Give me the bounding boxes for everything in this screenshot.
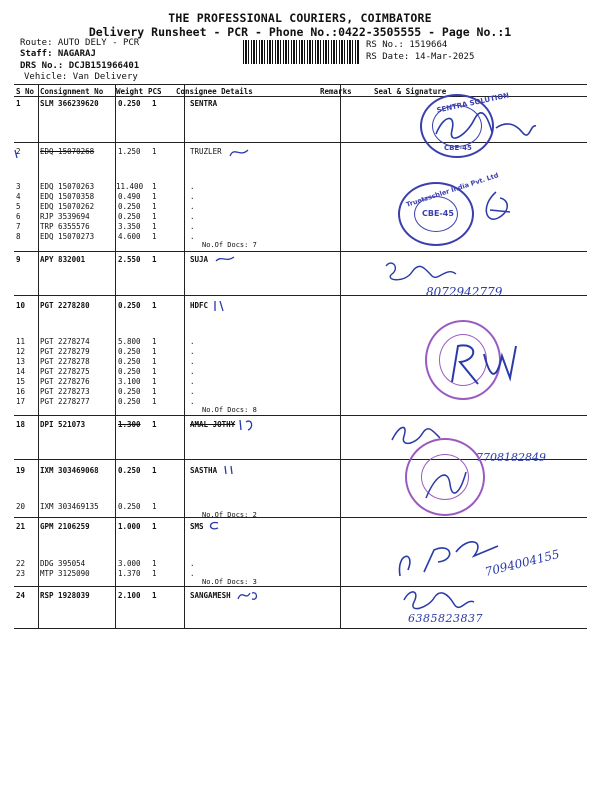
row-sno: 8 — [16, 232, 21, 241]
row-pcs: 1 — [152, 192, 157, 201]
row-consignee: . — [190, 232, 195, 241]
row-pcs: 1 — [152, 397, 157, 406]
row-weight: 0.250 — [118, 466, 141, 475]
row-weight: 2.550 — [118, 255, 141, 264]
row-consignee: SUJA — [190, 255, 209, 264]
row-weight: 3.100 — [118, 377, 141, 386]
row-pcs: 1 — [152, 522, 157, 531]
row-consignment: RSP 1928039 — [40, 591, 90, 600]
drs-label: DRS No.: DCJB151966401 — [20, 61, 140, 71]
row-sno: 14 — [16, 367, 26, 376]
column-divider — [340, 84, 341, 628]
col-weight: Weight — [116, 87, 144, 96]
row-weight: 0.250 — [118, 502, 141, 511]
row-consignment: EDQ 15070273 — [40, 232, 95, 241]
row-pcs: 1 — [152, 147, 157, 156]
docs-count: No.Of Docs: 7 — [202, 241, 257, 249]
row-consignment: EDQ 15070262 — [40, 202, 95, 211]
row-consignment: DDG 395054 — [40, 559, 86, 568]
group-divider — [14, 251, 587, 252]
row-sno: 3 — [16, 182, 21, 191]
row-weight: 0.250 — [118, 212, 141, 221]
col-seal-signature: Seal & Signature — [374, 87, 447, 96]
docs-count: No.Of Docs: 2 — [202, 511, 257, 519]
row-pcs: 1 — [152, 212, 157, 221]
docs-count: No.Of Docs: 3 — [202, 578, 257, 586]
row-weight: 0.490 — [118, 192, 141, 201]
row-consignee: . — [190, 222, 195, 231]
group-divider — [14, 517, 587, 518]
row-pcs: 1 — [152, 591, 157, 600]
row-consignee: HDFC — [190, 301, 209, 310]
row-consignment: EDQ 15070358 — [40, 192, 95, 201]
row-consignee: SMS — [190, 522, 204, 531]
handwritten-mark — [222, 464, 238, 476]
row-consignee: . — [190, 377, 195, 386]
staff-label: Staff: NAGARAJ — [20, 49, 96, 59]
phone-sms: 7094004155 — [483, 546, 561, 580]
row-weight: 3.350 — [118, 222, 141, 231]
row-sno: 16 — [16, 387, 26, 396]
row-weight: 0.250 — [118, 357, 141, 366]
row-consignment: PGT 2278278 — [40, 357, 90, 366]
row-consignee: . — [190, 212, 195, 221]
signature-sastha — [420, 464, 470, 504]
row-consignment: PGT 2278276 — [40, 377, 90, 386]
row-weight: 0.250 — [118, 99, 141, 108]
row-sno: 13 — [16, 357, 26, 366]
row-consignment: DPI 521073 — [40, 420, 86, 429]
row-sno: 6 — [16, 212, 21, 221]
row-sno: 17 — [16, 397, 26, 406]
row-consignee: . — [190, 202, 195, 211]
row-pcs: 1 — [152, 387, 157, 396]
row-consignment: PGT 2278279 — [40, 347, 90, 356]
col-consignee: Consignee Details — [176, 87, 253, 96]
row-sno: 12 — [16, 347, 26, 356]
handwritten-mark — [214, 253, 236, 265]
signature-sentra — [430, 112, 540, 142]
row-weight: 0.250 — [118, 397, 141, 406]
row-weight: 0.250 — [118, 347, 141, 356]
phone-amal: 7708182849 — [476, 451, 546, 464]
row-pcs: 1 — [152, 337, 157, 346]
row-sno: 15 — [16, 377, 26, 386]
stamp-text: CBE-45 — [422, 209, 454, 218]
signature-sangamesh — [400, 588, 480, 612]
row-pcs: 1 — [152, 202, 157, 211]
row-weight: 1.000 — [118, 522, 141, 531]
company-title: THE PROFESSIONAL COURIERS, COIMBATORE — [168, 11, 432, 25]
row-pcs: 1 — [152, 232, 157, 241]
row-weight: 1.300 — [118, 420, 141, 429]
row-consignment: GPM 2106259 — [40, 522, 90, 531]
handwritten-mark — [212, 299, 226, 313]
row-consignee: . — [190, 367, 195, 376]
row-sno: 7 — [16, 222, 21, 231]
row-consignee: SASTHA — [190, 466, 218, 475]
row-sno: 24 — [16, 591, 26, 600]
signature-suja — [382, 258, 462, 288]
row-consignment: MTP 3125090 — [40, 569, 90, 578]
row-consignment: PGT 2278275 — [40, 367, 90, 376]
rs-number: RS No.: 1519664 — [366, 40, 448, 50]
row-consignee: . — [190, 182, 195, 191]
stamp-text: CBE-45 — [444, 144, 472, 152]
truzler-stamp — [398, 171, 500, 246]
rs-date: RS Date: 14-Mar-2025 — [366, 52, 475, 62]
row-consignment: APY 832001 — [40, 255, 86, 264]
table-bottom-border — [14, 628, 587, 629]
row-consignee: SENTRA — [190, 99, 218, 108]
row-weight: 5.800 — [118, 337, 141, 346]
row-pcs: 1 — [152, 357, 157, 366]
docs-count: No.Of Docs: 8 — [202, 406, 257, 414]
signature-truzler — [476, 188, 516, 232]
row-consignee: . — [190, 559, 195, 568]
row-sno: 18 — [16, 420, 26, 429]
row-sno: 20 — [16, 502, 26, 511]
row-pcs: 1 — [152, 559, 157, 568]
row-pcs: 1 — [152, 182, 157, 191]
row-consignment: PGT 2278280 — [40, 301, 90, 310]
row-sno: 5 — [16, 202, 21, 211]
row-consignee: . — [190, 357, 195, 366]
row-pcs: 1 — [152, 222, 157, 231]
col-sno: S No — [16, 87, 35, 96]
row-sno: 19 — [16, 466, 26, 475]
row-pcs: 1 — [152, 367, 157, 376]
route-label: Route: AUTO DELY - PCR — [20, 38, 140, 48]
row-weight: 0.250 — [118, 301, 141, 310]
row-consignment: IXM 303469135 — [40, 502, 99, 511]
row-weight: 3.000 — [118, 559, 141, 568]
row-weight: 1.370 — [118, 569, 141, 578]
handwritten-mark — [228, 146, 252, 160]
row-consignment: EDQ 15070268 — [40, 147, 95, 156]
group-divider — [14, 142, 587, 143]
row-weight: 4.600 — [118, 232, 141, 241]
row-pcs: 1 — [152, 301, 157, 310]
row-consignment: RJP 3539694 — [40, 212, 90, 221]
row-pcs: 1 — [152, 347, 157, 356]
handwritten-mark — [238, 418, 258, 432]
col-consignment: Consignment No — [40, 87, 104, 96]
handwritten-mark — [12, 148, 22, 160]
row-sno: 23 — [16, 569, 26, 578]
row-weight: 11.400 — [116, 182, 144, 191]
phone-sangamesh: 6385823837 — [408, 612, 483, 625]
row-pcs: 1 — [152, 255, 157, 264]
row-pcs: 1 — [152, 466, 157, 475]
row-consignee: SANGAMESH — [190, 591, 231, 600]
column-divider — [184, 84, 185, 628]
row-consignment: PGT 2278273 — [40, 387, 90, 396]
row-consignee: TRUZLER — [190, 147, 222, 156]
row-weight: 0.250 — [118, 202, 141, 211]
handwritten-mark — [236, 589, 258, 603]
row-sno: 22 — [16, 559, 26, 568]
row-consignee: . — [190, 387, 195, 396]
row-consignment: IXM 303469068 — [40, 466, 99, 475]
row-weight: 2.100 — [118, 591, 141, 600]
row-pcs: 1 — [152, 377, 157, 386]
row-consignee: . — [190, 347, 195, 356]
group-divider — [14, 415, 587, 416]
row-sno: 1 — [16, 99, 21, 108]
phone-suja: 8072942779 — [426, 285, 503, 299]
row-sno: 11 — [16, 337, 26, 346]
row-consignment: SLM 366239620 — [40, 99, 99, 108]
column-divider — [115, 84, 116, 628]
col-pcs: PCS — [148, 87, 162, 96]
row-consignment: EDQ 15070263 — [40, 182, 95, 191]
col-remarks: Remarks — [320, 87, 352, 96]
row-weight: 1.250 — [118, 147, 141, 156]
row-consignee: . — [190, 337, 195, 346]
row-consignment: TRP 6355576 — [40, 222, 90, 231]
row-pcs: 1 — [152, 420, 157, 429]
column-divider — [38, 84, 39, 628]
row-sno: 2 — [16, 147, 21, 156]
row-consignment: PGT 2278277 — [40, 397, 90, 406]
row-pcs: 1 — [152, 502, 157, 511]
row-consignee: . — [190, 397, 195, 406]
vehicle-label: Vehicle: Van Delivery — [24, 72, 138, 82]
row-sno: 9 — [16, 255, 21, 264]
row-weight: 0.250 — [118, 387, 141, 396]
stamp-text: Truetzschler India Pvt. Ltd — [405, 171, 500, 209]
signature-hdfc — [444, 338, 520, 392]
row-consignee: . — [190, 192, 195, 201]
group-divider — [14, 586, 587, 587]
barcode-image — [243, 40, 360, 64]
row-consignee: . — [190, 569, 195, 578]
handwritten-mark — [208, 520, 222, 534]
table-top-border — [14, 84, 587, 85]
runsheet-subtitle: Delivery Runsheet - PCR - Phone No.:0422-3505555 - Page No.:1 — [88, 25, 512, 39]
row-sno: 21 — [16, 522, 26, 531]
row-weight: 0.250 — [118, 367, 141, 376]
row-pcs: 1 — [152, 99, 157, 108]
row-consignee: AMAL JOTHY — [190, 420, 236, 429]
row-consignment: PGT 2278274 — [40, 337, 90, 346]
row-pcs: 1 — [152, 569, 157, 578]
stamp-text: SENTRA SOLUTION — [435, 91, 510, 115]
row-sno: 4 — [16, 192, 21, 201]
row-sno: 10 — [16, 301, 26, 310]
